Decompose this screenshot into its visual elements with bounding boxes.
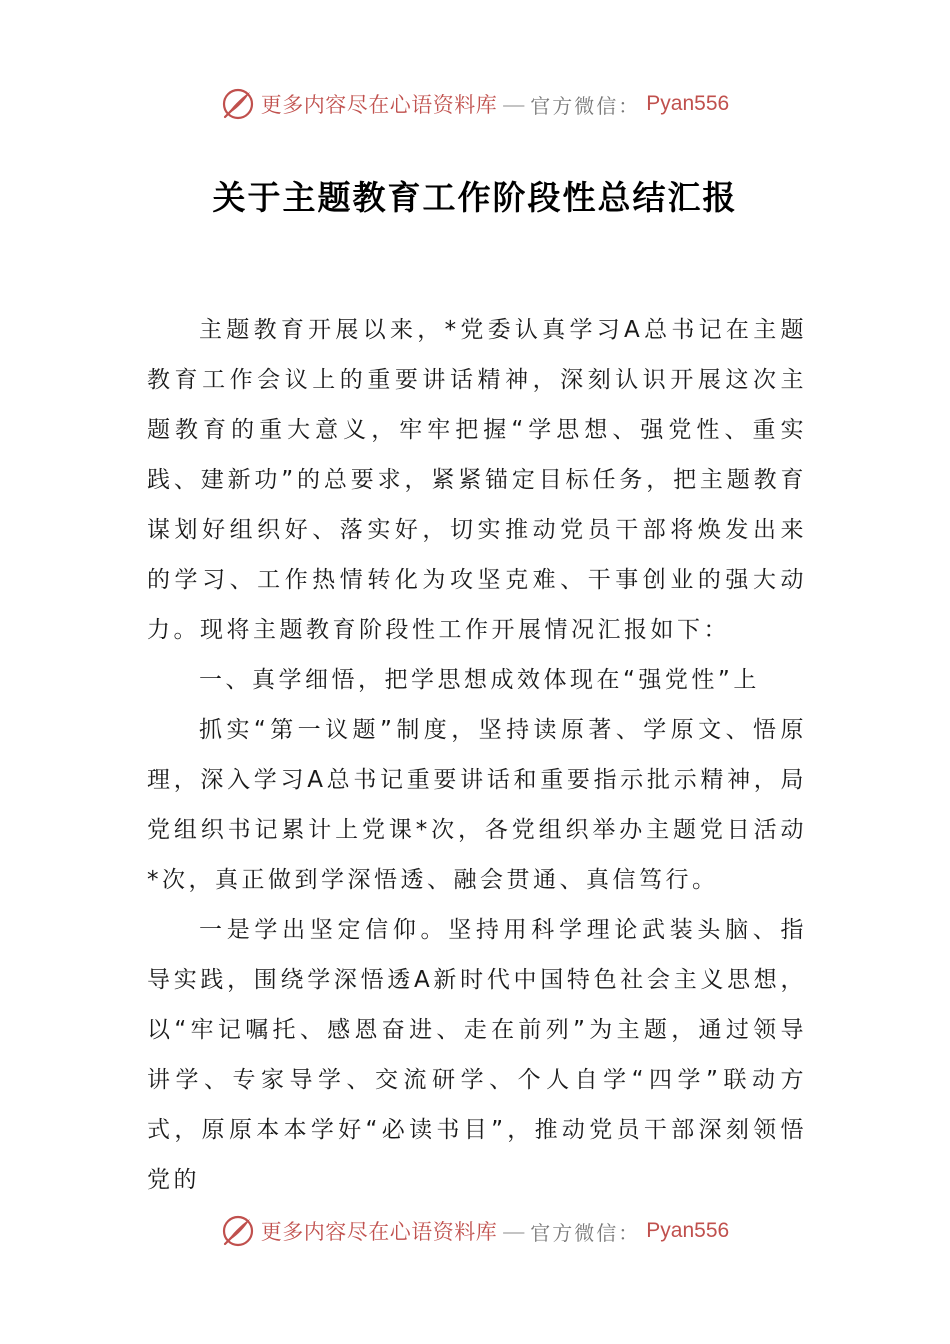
footer-watermark-banner	[0, 1211, 950, 1251]
document-body	[147, 305, 807, 1205]
banner-dash: —	[503, 1218, 525, 1243]
header-watermark-banner	[0, 84, 950, 124]
point-1-paragraph: 一是学出坚定信仰。坚持用科学理论武装头脑、指导实践，围绕学深悟透A新时代中国特色社会主义思想，以“牢记嘱托、感恩奋进、走在前列”为主题，通过领导讲学、专家导学、交流研学、个人自学“四学”联动方式，原原本本学好“必读书目”，推动党员干部深刻领悟党的	[147, 917, 807, 1193]
banner-site-text: 更多内容尽在心语资料库	[260, 1220, 498, 1244]
quill-logo-icon	[221, 1214, 255, 1248]
quill-logo-icon	[221, 87, 255, 121]
section-1-paragraph: 抓实“第一议题”制度，坚持读原著、学原文、悟原理，深入学习A总书记重要讲话和重要指示批示精神，局党组织书记累计上党课*次，各党组织举办主题党日活动*次，真正做到学深悟透、融会贯通、真信笃行。	[147, 717, 807, 893]
banner-wechat-label: 官方微信：	[530, 93, 641, 118]
banner-wechat-id: Pyan556	[646, 92, 730, 115]
section-heading-1: 一、真学细悟，把学思想成效体现在“强党性”上	[199, 667, 760, 693]
banner-dash: —	[503, 91, 525, 116]
document-title: 关于主题教育工作阶段性总结汇报	[212, 178, 738, 217]
banner-wechat-label: 官方微信：	[530, 1220, 641, 1245]
banner-wechat-id: Pyan556	[646, 1219, 730, 1242]
intro-paragraph: 主题教育开展以来，*党委认真学习A总书记在主题教育工作会议上的重要讲话精神，深刻认识开展这次主题教育的重大意义，牢牢把握“学思想、强党性、重实践、建新功”的总要求，紧紧锚定目标任务，把主题教育谋划好组织好、落实好，切实推动党员干部将焕发出来的学习、工作热情转化为攻坚克难、干事创业的强大动力。现将主题教育阶段性工作开展情况汇报如下：	[147, 317, 807, 643]
banner-site-text: 更多内容尽在心语资料库	[260, 93, 498, 117]
